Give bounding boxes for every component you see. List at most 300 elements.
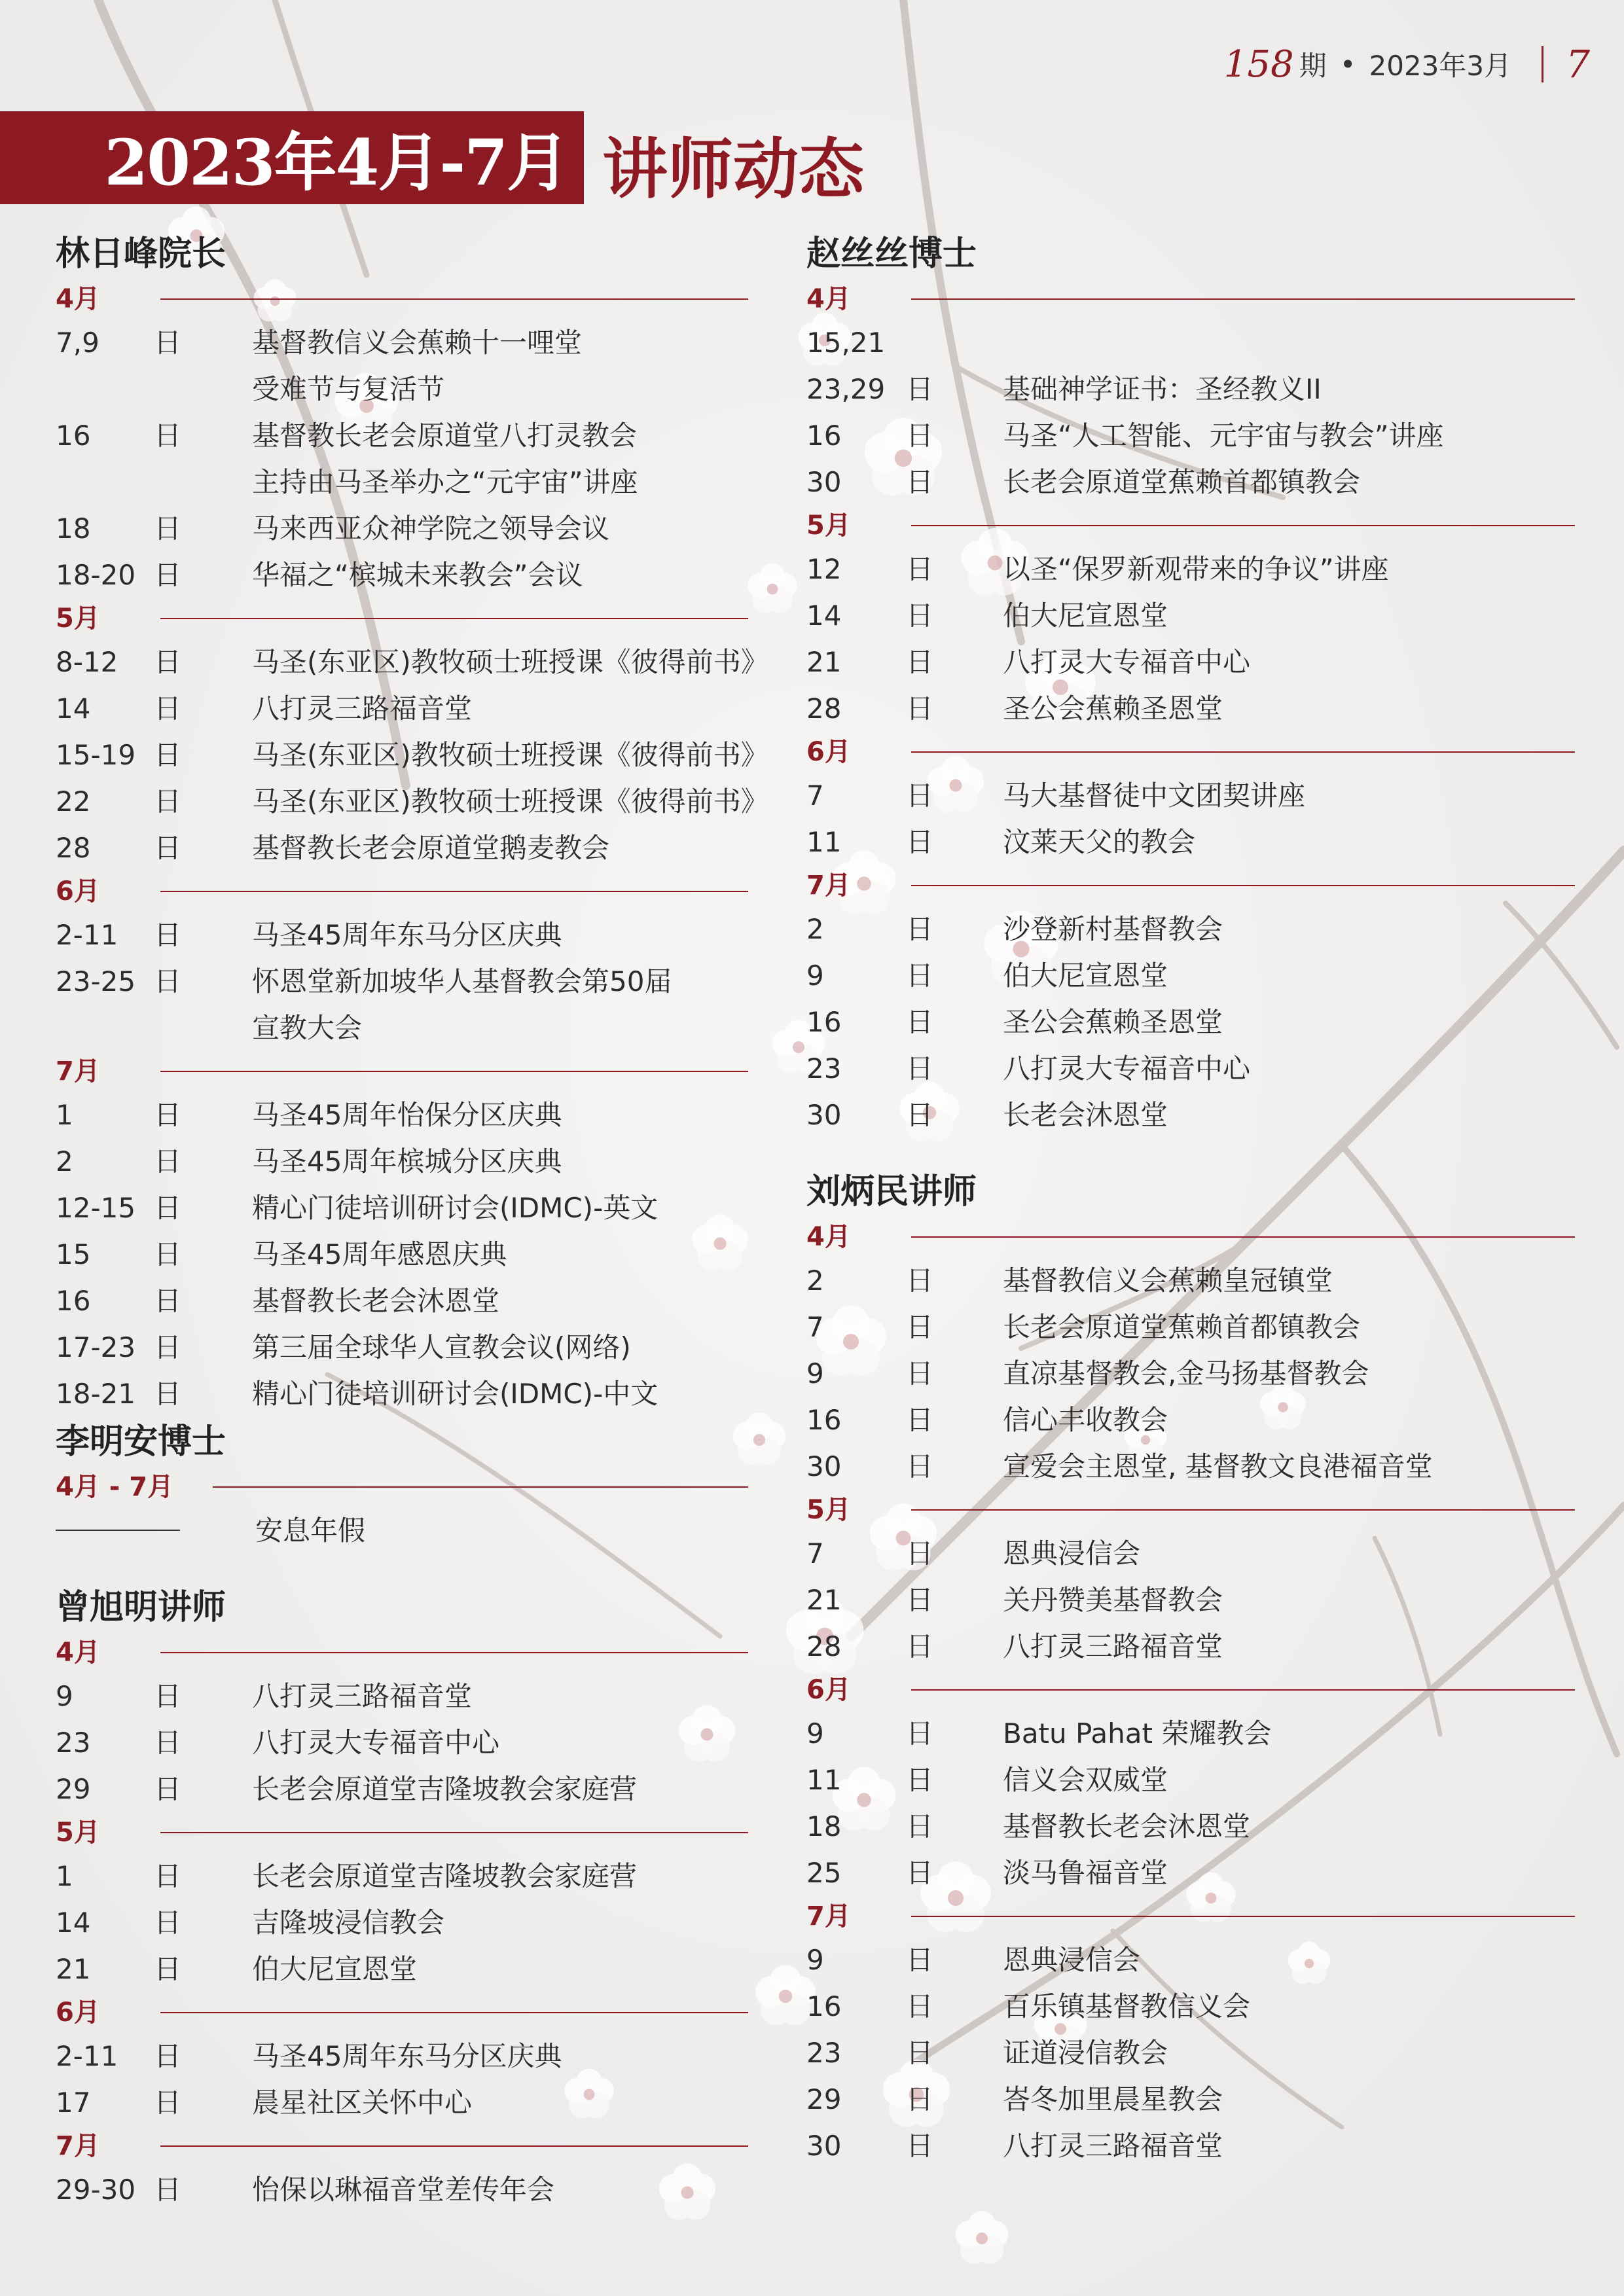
event-title: 马圣(东亚区)教牧硕士班授课《彼得前书》 (252, 646, 768, 678)
event-title: 八打灵三路福音堂 (1003, 1630, 1223, 1662)
event-date: 30 (806, 466, 842, 498)
event-title: 精心门徒培训研讨会(IDMC)-中文 (252, 1378, 659, 1410)
event-weekday: 日 (154, 512, 182, 545)
lecturer-name: 李明安博士 (56, 1422, 226, 1462)
event-date: 21 (806, 1584, 842, 1616)
event-date: 16 (56, 420, 91, 452)
schedule-row (806, 1577, 1575, 1623)
event-weekday: 日 (154, 692, 182, 725)
month-header (56, 1467, 748, 1507)
event-weekday: 日 (154, 739, 182, 771)
left-column (56, 229, 768, 2213)
event-date: 8-12 (56, 646, 118, 678)
schedule-row (806, 685, 1575, 732)
month-label: 5月 (56, 603, 100, 634)
event-weekday: 日 (154, 420, 182, 452)
event-title: 马圣(东亚区)教牧硕士班授课《彼得前书》 (252, 785, 768, 817)
event-date: 12 (806, 553, 842, 585)
month-divider (160, 618, 748, 619)
event-date: 15 (56, 1238, 91, 1270)
month-label: 4月 (806, 1222, 851, 1252)
event-title: 沙登新村基督教会 (1003, 913, 1223, 945)
schedule-row (56, 1092, 748, 1138)
month-header (806, 865, 1575, 906)
month-label: 6月 (56, 1998, 100, 2028)
schedule-row (806, 1530, 1575, 1577)
page-header (1224, 42, 1590, 86)
event-weekday: 日 (906, 1052, 934, 1085)
event-date: 16 (806, 420, 842, 452)
lecturer-name: 曾旭明讲师 (56, 1587, 226, 1627)
event-weekday: 日 (154, 327, 182, 359)
header-dot: • (1339, 48, 1356, 81)
schedule-row (806, 1937, 1575, 1983)
event-title: 马圣45周年感恩庆典 (252, 1238, 507, 1270)
event-weekday: 日 (906, 1717, 934, 1749)
schedule-row (806, 2123, 1575, 2169)
event-weekday: 日 (154, 1860, 182, 1892)
schedule-row (56, 778, 768, 825)
event-date: 28 (56, 832, 91, 864)
event-weekday: 日 (154, 559, 182, 591)
month-label: 5月 (806, 511, 851, 541)
event-title: 百乐镇基督教信义会 (1003, 1990, 1251, 2022)
month-header (806, 279, 1575, 319)
month-header (56, 1632, 748, 1673)
event-title: 马圣45周年怡保分区庆典 (252, 1099, 562, 1131)
event-weekday: 日 (906, 1357, 934, 1390)
schedule-row (56, 1371, 748, 1417)
schedule-row (56, 639, 768, 685)
event-date: 9 (806, 1717, 824, 1749)
event-date: 18-21 (56, 1378, 136, 1410)
event-title: 证道浸信教会 (1003, 2037, 1168, 2069)
event-date: 9 (56, 1680, 73, 1712)
month-header (56, 1992, 748, 2033)
schedule-row (56, 2079, 748, 2126)
event-title: 汶莱天父的教会 (1003, 826, 1196, 858)
event-date: 29 (806, 2083, 842, 2115)
month-label: 6月 (806, 1675, 851, 1705)
event-weekday: 日 (154, 965, 182, 997)
schedule-row (56, 319, 748, 366)
schedule-row (56, 366, 748, 412)
event-title: 直凉基督教会,金马扬基督教会 (1003, 1357, 1369, 1390)
event-title: 圣公会蕉赖圣恩堂 (1003, 692, 1223, 725)
event-weekday: 日 (154, 1285, 182, 1317)
schedule-row (56, 2166, 748, 2213)
event-date: 18 (56, 512, 91, 545)
page-title-suffix: 讲师动态 (602, 130, 864, 207)
month-label: 7月 (56, 1056, 100, 1086)
event-date: 9 (806, 1357, 824, 1390)
event-weekday: 日 (154, 1773, 182, 1805)
event-weekday: 日 (906, 913, 934, 945)
event-title: 主持由马圣举办之“元宇宙”讲座 (252, 466, 638, 498)
event-weekday: 日 (154, 646, 182, 678)
event-date: 21 (56, 1953, 91, 1985)
event-title: 基督教长老会原道堂八打灵教会 (252, 420, 638, 452)
schedule-row (56, 1278, 748, 1324)
event-date: 30 (806, 1450, 842, 1482)
event-date: 16 (806, 1006, 842, 1038)
event-date: 9 (806, 960, 824, 992)
schedule-row (806, 1757, 1575, 1803)
schedule-row (806, 459, 1575, 505)
month-divider (160, 298, 748, 300)
event-date: 23 (806, 1052, 842, 1085)
schedule-row (806, 1257, 1575, 1304)
schedule-row (56, 1507, 748, 1554)
event-title: 马圣(东亚区)教牧硕士班授课《彼得前书》 (252, 739, 768, 771)
schedule-row (806, 592, 1575, 639)
schedule-row (56, 912, 748, 958)
schedule-row (806, 1397, 1575, 1443)
event-title: 长老会原道堂吉隆坡教会家庭营 (252, 1860, 638, 1892)
event-title: 马圣45周年东马分区庆典 (252, 2040, 562, 2072)
month-label: 4月 (56, 284, 100, 314)
month-divider (911, 1689, 1575, 1691)
event-weekday: 日 (154, 1727, 182, 1759)
event-date: 7 (806, 1537, 824, 1570)
schedule-row (806, 2030, 1575, 2076)
event-title: 基督教长老会原道堂鹅麦教会 (252, 832, 610, 864)
event-weekday: 日 (906, 1537, 934, 1570)
event-date: 29-30 (56, 2174, 136, 2206)
schedule-row (56, 1766, 748, 1812)
event-title: 吉隆坡浸信教会 (252, 1907, 445, 1939)
event-weekday: 日 (154, 1907, 182, 1939)
lecturer-name: 赵丝丝博士 (806, 234, 977, 274)
event-date: 29 (56, 1773, 91, 1805)
event-weekday: 日 (906, 2130, 934, 2162)
event-weekday: 日 (154, 1331, 182, 1363)
schedule-row (56, 1719, 748, 1766)
event-weekday: 日 (906, 2083, 934, 2115)
lecturer-name: 刘炳民讲师 (806, 1172, 977, 1211)
schedule-row (806, 1850, 1575, 1896)
event-weekday: 日 (906, 2037, 934, 2069)
month-header (806, 1217, 1575, 1257)
event-title: 马圣“人工智能、元宇宙与教会”讲座 (1003, 420, 1444, 452)
event-date: 30 (806, 2130, 842, 2162)
event-date: 15-19 (56, 739, 136, 771)
schedule-row (56, 1138, 748, 1185)
event-title: 精心门徒培训研讨会(IDMC)-英文 (252, 1192, 659, 1224)
schedule-row (806, 819, 1575, 865)
event-weekday: 日 (906, 1584, 934, 1616)
month-label: 4月 (806, 284, 851, 314)
event-date: 28 (806, 1630, 842, 1662)
event-date: 25 (806, 1857, 842, 1889)
event-weekday: 日 (906, 780, 934, 812)
schedule-row (806, 319, 1575, 366)
event-title: 宣教大会 (252, 1012, 363, 1044)
schedule-row (806, 772, 1575, 819)
event-date: 7 (806, 780, 824, 812)
month-divider (160, 1832, 748, 1833)
event-title: 淡马鲁福音堂 (1003, 1857, 1168, 1889)
schedule-row (806, 2076, 1575, 2123)
schedule-row (56, 1673, 748, 1719)
month-header (56, 1051, 748, 1092)
event-title: 基督教信义会蕉赖十一哩堂 (252, 327, 583, 359)
event-title: 基督教长老会沐恩堂 (1003, 1810, 1251, 1842)
event-date: 7,9 (56, 327, 99, 359)
event-weekday: 日 (906, 600, 934, 632)
month-divider (911, 1236, 1575, 1238)
right-column (806, 229, 1575, 2169)
event-weekday: 日 (154, 832, 182, 864)
event-weekday: 日 (154, 1099, 182, 1131)
schedule-row (56, 505, 748, 552)
schedule-row (806, 412, 1575, 459)
event-title: 八打灵三路福音堂 (252, 1680, 473, 1712)
event-title: 八打灵三路福音堂 (1003, 2130, 1223, 2162)
event-weekday: 日 (906, 373, 934, 405)
schedule-row (806, 1803, 1575, 1850)
event-date: 15,21 (806, 327, 886, 359)
section-gap (56, 1554, 748, 1583)
event-weekday: 日 (906, 1099, 934, 1131)
event-weekday: 日 (154, 1680, 182, 1712)
schedule-row (56, 552, 748, 598)
schedule-row (56, 685, 748, 732)
event-date: 2 (806, 1265, 824, 1297)
schedule-row (56, 1946, 748, 1992)
month-label: 6月 (806, 737, 851, 767)
schedule-row (56, 459, 748, 505)
event-date: 16 (56, 1285, 91, 1317)
month-divider (911, 525, 1575, 526)
event-title: 信义会双威堂 (1003, 1764, 1168, 1796)
month-header (806, 505, 1575, 546)
schedule-row (56, 1005, 748, 1051)
event-date: 22 (56, 785, 91, 817)
schedule-row (806, 546, 1575, 592)
month-divider (213, 1486, 748, 1488)
schedule-row (806, 1623, 1575, 1670)
event-weekday: 日 (154, 2040, 182, 2072)
event-weekday: 日 (154, 1378, 182, 1410)
schedule-row (806, 1092, 1575, 1138)
event-title: 长老会原道堂蕉赖首都镇教会 (1003, 1311, 1361, 1343)
month-divider (911, 885, 1575, 886)
schedule-row (806, 1350, 1575, 1397)
event-title: 长老会原道堂吉隆坡教会家庭营 (252, 1773, 638, 1805)
event-weekday: 日 (906, 1006, 934, 1038)
event-title: 受难节与复活节 (252, 373, 445, 405)
event-date: 21 (806, 646, 842, 678)
event-weekday: 日 (154, 1145, 182, 1177)
schedule-row (56, 825, 748, 871)
event-date: 16 (806, 1404, 842, 1436)
event-weekday: 日 (154, 785, 182, 817)
event-date: 9 (806, 1944, 824, 1976)
event-date: 2 (56, 1145, 73, 1177)
schedule-row (806, 366, 1575, 412)
issue-suffix: 期 (1299, 50, 1327, 82)
month-header (56, 1812, 748, 1853)
month-label: 7月 (56, 2131, 100, 2161)
event-weekday: 日 (906, 1944, 934, 1976)
month-divider (911, 751, 1575, 753)
event-title: 峇冬加里晨星教会 (1003, 2083, 1223, 2115)
schedule-row (56, 1853, 748, 1899)
month-label: 7月 (806, 1901, 851, 1931)
event-date: 14 (56, 692, 91, 725)
event-weekday: 日 (906, 1450, 934, 1482)
month-label: 6月 (56, 876, 100, 906)
event-date: 18 (806, 1810, 842, 1842)
event-title: 马圣45周年槟城分区庆典 (252, 1145, 562, 1177)
event-date: 17-23 (56, 1331, 136, 1363)
event-weekday: 日 (154, 1238, 182, 1270)
schedule-row (806, 1304, 1575, 1350)
event-title: 基督教长老会沐恩堂 (252, 1285, 500, 1317)
month-label: 4月 (56, 1638, 100, 1668)
event-title: 关丹赞美基督教会 (1003, 1584, 1223, 1616)
event-title: 恩典浸信会 (1003, 1537, 1141, 1570)
event-title: 八打灵三路福音堂 (252, 692, 473, 725)
month-label: 5月 (806, 1495, 851, 1525)
event-title: 马圣45周年东马分区庆典 (252, 919, 562, 951)
event-date: 11 (806, 826, 842, 858)
month-header (56, 871, 748, 912)
event-title: 基础神学证书：圣经教义II (1003, 373, 1322, 405)
month-label: 4月 - 7月 (56, 1472, 174, 1502)
event-weekday: 日 (154, 2087, 182, 2119)
event-title: 伯大尼宣恩堂 (252, 1953, 418, 1985)
schedule-row (806, 952, 1575, 999)
header-divider (1542, 46, 1543, 82)
month-divider (160, 2012, 748, 2013)
schedule-row (806, 1045, 1575, 1092)
page-title: 2023年4月-7月 (104, 125, 568, 200)
month-divider (911, 1916, 1575, 1917)
event-title: 长老会沐恩堂 (1003, 1099, 1168, 1131)
schedule-row (56, 1324, 748, 1371)
month-label: 5月 (56, 1818, 100, 1848)
event-title: 马大基督徒中文团契讲座 (1003, 780, 1306, 812)
event-date: 2-11 (56, 919, 118, 951)
event-weekday: 日 (906, 553, 934, 585)
schedule-row (56, 1185, 748, 1231)
event-weekday: 日 (154, 1953, 182, 1985)
month-header (806, 1896, 1575, 1937)
event-title: 信心丰收教会 (1003, 1404, 1168, 1436)
event-title: 八打灵大专福音中心 (1003, 1052, 1251, 1085)
event-weekday: 日 (906, 466, 934, 498)
event-title: 圣公会蕉赖圣恩堂 (1003, 1006, 1223, 1038)
month-divider (911, 298, 1575, 300)
month-header (56, 2126, 748, 2166)
event-weekday: 日 (906, 826, 934, 858)
event-title: 马来西亚众神学院之领导会议 (252, 512, 610, 545)
event-title: 八打灵大专福音中心 (252, 1727, 500, 1759)
event-title: 伯大尼宣恩堂 (1003, 600, 1168, 632)
page-number: 7 (1566, 42, 1590, 86)
event-weekday: 日 (906, 1764, 934, 1796)
month-divider (160, 2145, 748, 2147)
event-date: 23,29 (806, 373, 886, 405)
title-band (0, 111, 584, 204)
month-header (806, 732, 1575, 772)
month-header (56, 279, 748, 319)
event-weekday: 日 (906, 1630, 934, 1662)
event-date: 1 (56, 1860, 73, 1892)
schedule-row (806, 1710, 1575, 1757)
issue-number: 158 (1223, 43, 1294, 86)
lecturer-name: 林日峰院长 (56, 234, 226, 274)
schedule-row (56, 2033, 748, 2079)
event-weekday: 日 (154, 2174, 182, 2206)
section-gap (806, 1138, 1575, 1167)
event-title: Batu Pahat 荣耀教会 (1003, 1717, 1272, 1749)
event-weekday: 日 (906, 1265, 934, 1297)
event-date: 14 (56, 1907, 91, 1939)
schedule-row (806, 1443, 1575, 1490)
schedule-row (56, 958, 748, 1005)
event-date: 17 (56, 2087, 91, 2119)
event-weekday: 日 (906, 960, 934, 992)
leave-note: 安息年假 (255, 1515, 366, 1547)
month-divider (160, 1071, 748, 1072)
event-date: 18-20 (56, 559, 136, 591)
schedule-row (806, 1983, 1575, 2030)
schedule-row (56, 732, 768, 778)
leave-dash (56, 1530, 180, 1531)
event-title: 八打灵大专福音中心 (1003, 646, 1251, 678)
event-weekday: 日 (906, 1311, 934, 1343)
event-weekday: 日 (154, 1192, 182, 1224)
event-date: 28 (806, 692, 842, 725)
event-weekday: 日 (154, 919, 182, 951)
event-weekday: 日 (906, 1990, 934, 2022)
month-header (806, 1670, 1575, 1710)
schedule-row (806, 999, 1575, 1045)
schedule-row (56, 1231, 748, 1278)
event-title: 基督教信义会蕉赖皇冠镇堂 (1003, 1265, 1333, 1297)
schedule-row (56, 412, 748, 459)
event-title: 晨星社区关怀中心 (252, 2087, 473, 2119)
event-date: 1 (56, 1099, 73, 1131)
schedule-row (806, 639, 1575, 685)
event-date: 23 (806, 2037, 842, 2069)
event-date: 11 (806, 1764, 842, 1796)
event-date: 23-25 (56, 965, 136, 997)
event-weekday: 日 (906, 1404, 934, 1436)
event-title: 宣爱会主恩堂, 基督教文良港福音堂 (1003, 1450, 1433, 1482)
month-label: 7月 (806, 870, 851, 901)
event-weekday: 日 (906, 1810, 934, 1842)
month-divider (160, 891, 748, 892)
event-date: 7 (806, 1311, 824, 1343)
event-date: 30 (806, 1099, 842, 1131)
event-date: 12-15 (56, 1192, 136, 1224)
schedule-row (56, 1899, 748, 1946)
month-divider (160, 1652, 748, 1653)
event-title: 恩典浸信会 (1003, 1944, 1141, 1976)
event-title: 第三届全球华人宣教会议(网络) (252, 1331, 631, 1363)
schedule-row (806, 906, 1575, 952)
event-date: 14 (806, 600, 842, 632)
event-title: 怀恩堂新加坡华人基督教会第50届 (252, 965, 672, 997)
event-title: 华福之“槟城未来教会”会议 (252, 559, 583, 591)
issue-date: 2023年3月 (1369, 50, 1512, 82)
event-date: 23 (56, 1727, 91, 1759)
event-weekday: 日 (906, 692, 934, 725)
